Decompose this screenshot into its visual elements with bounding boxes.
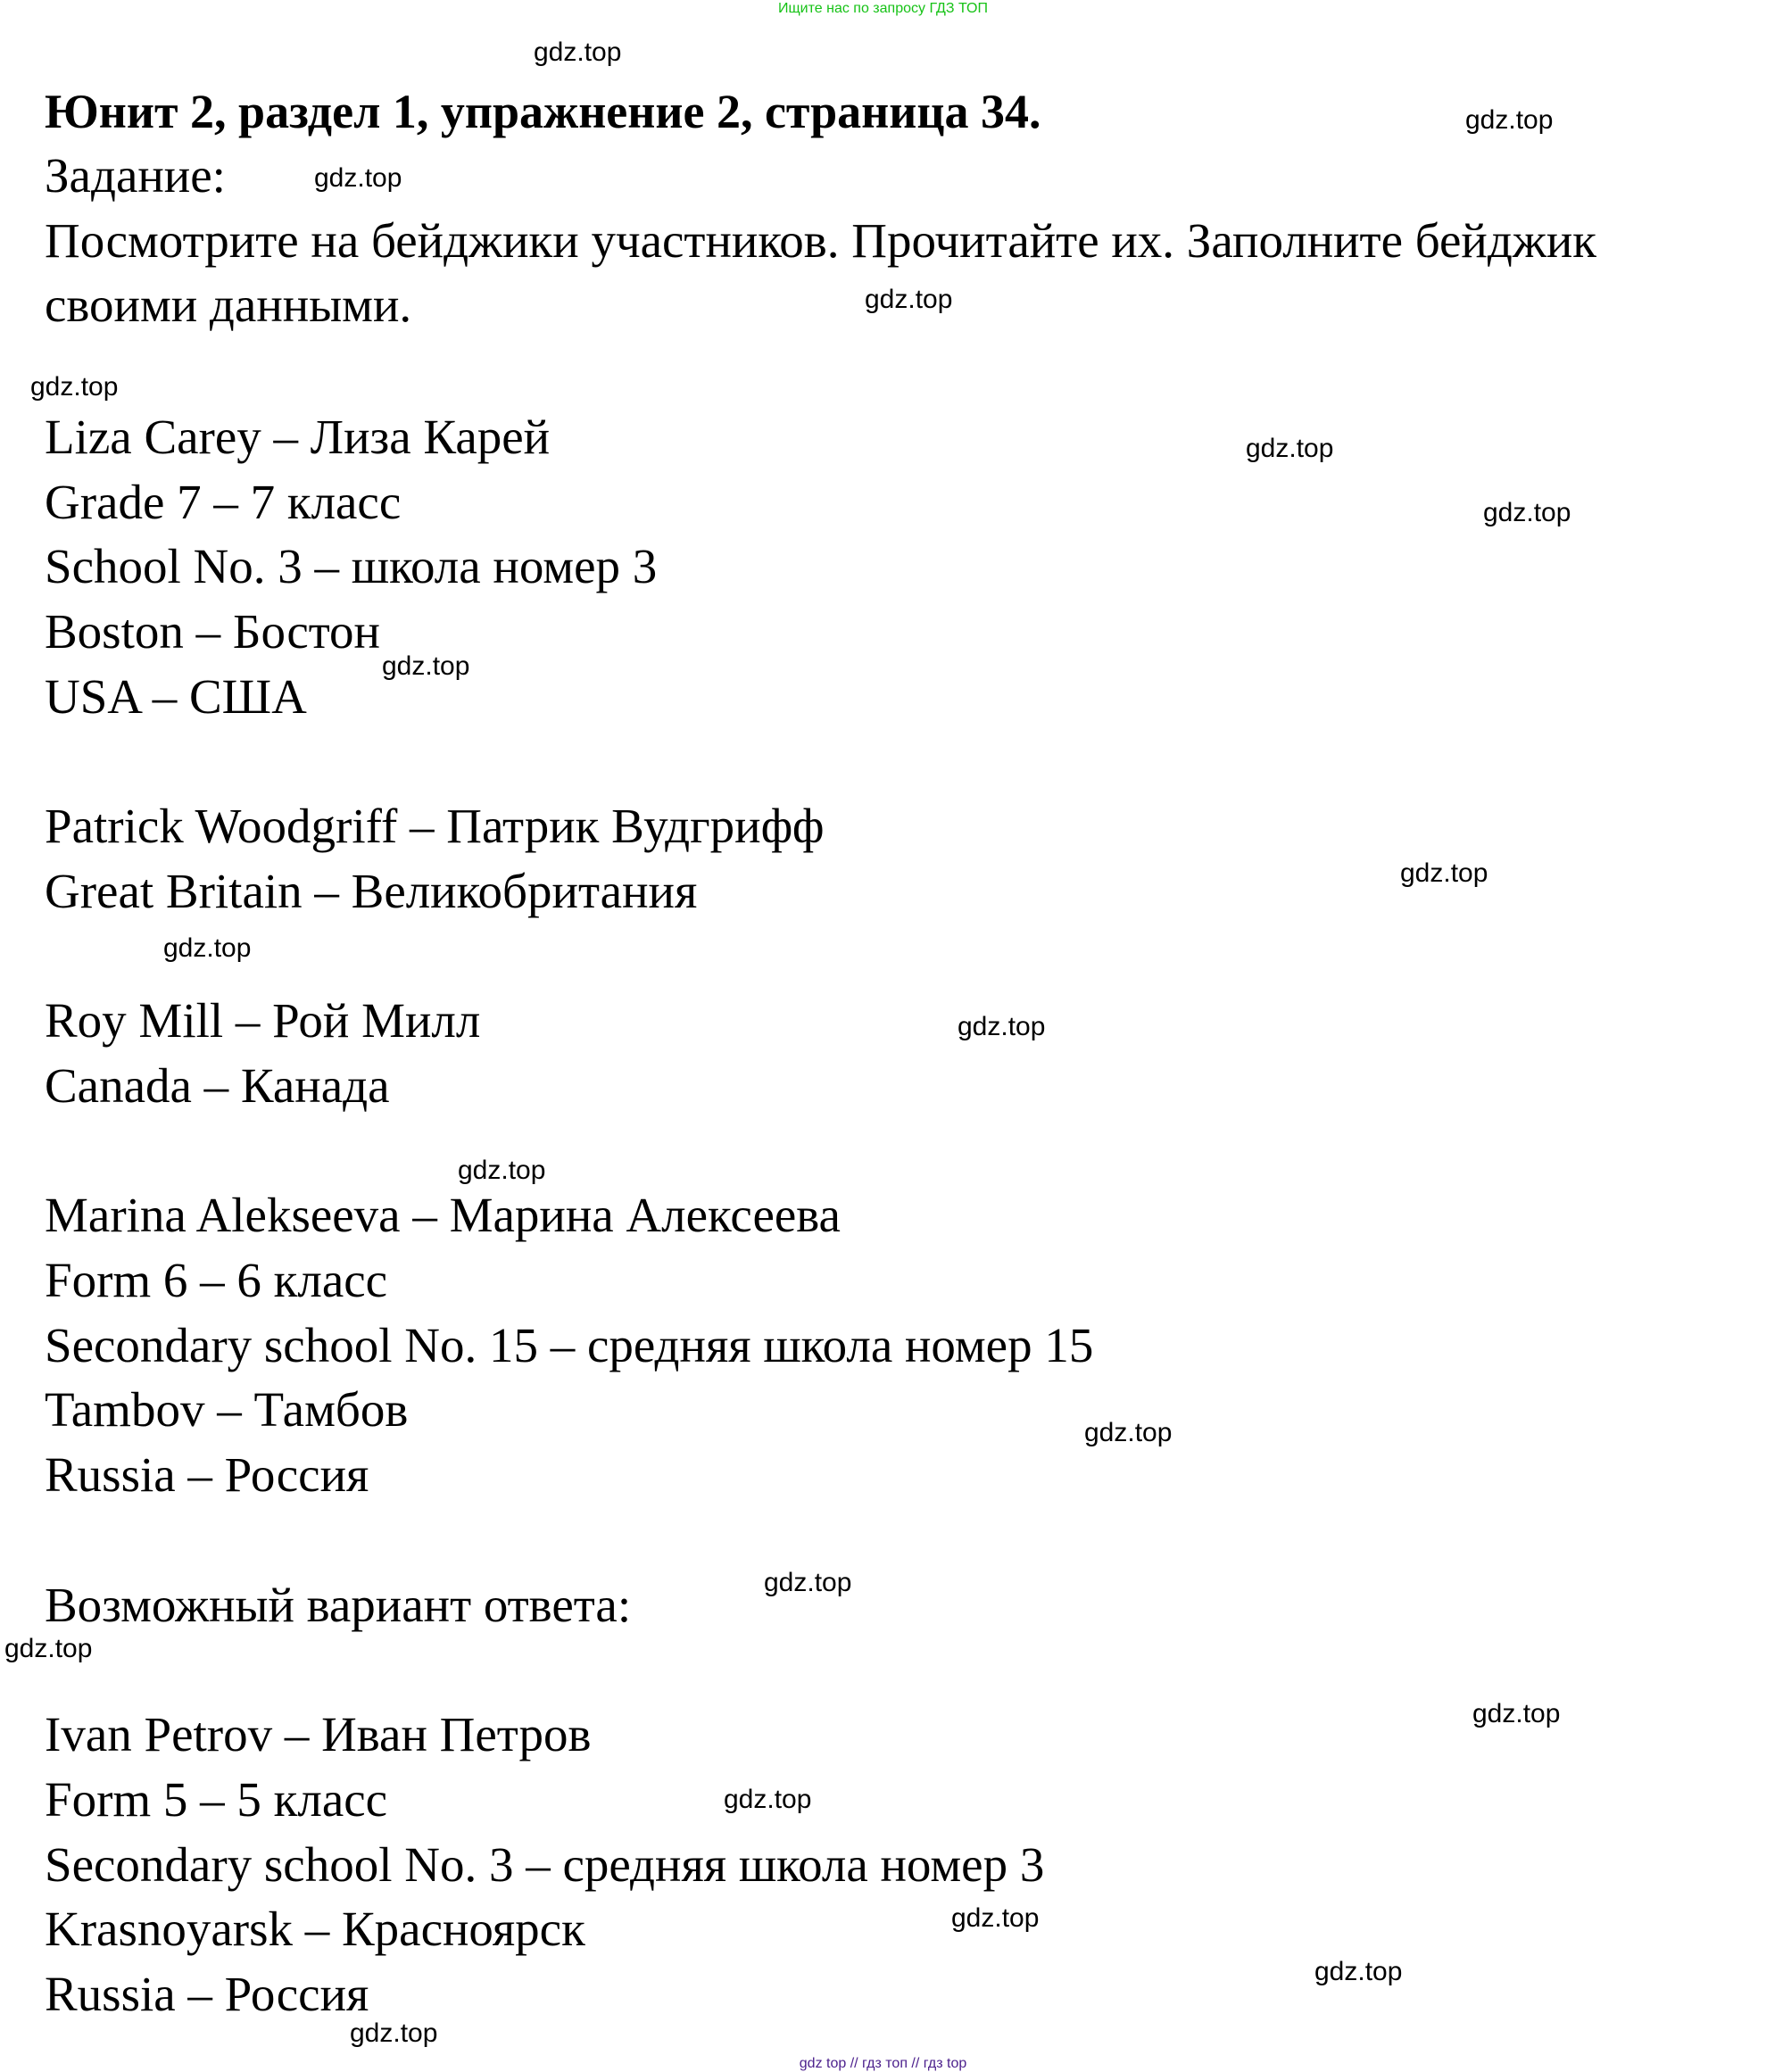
bottom-banner: gdz top // гдз топ // гдз top — [799, 2056, 967, 2071]
answer-line: Krasnoyarsk – Красноярск — [45, 1902, 585, 1956]
watermark: gdz.top — [163, 933, 252, 963]
watermark: gdz.top — [458, 1156, 546, 1185]
badge-line: Great Britain – Великобритания — [45, 864, 698, 918]
top-banner: Ищите нас по запросу ГДЗ ТОП — [778, 1, 988, 16]
task-text-line: Посмотрите на бейджики участников. Прочитайте их. Заполните бейджик — [45, 213, 1596, 268]
answer-line: Secondary school No. 3 – средняя школа номер 3 — [45, 1837, 1045, 1892]
badge-line: Roy Mill – Рой Милл — [45, 993, 481, 1048]
watermark: gdz.top — [1483, 498, 1571, 527]
answer-label: Возможный вариант ответа: — [45, 1578, 632, 1632]
watermark: gdz.top — [764, 1568, 852, 1597]
watermark: gdz.top — [1246, 434, 1334, 463]
badge-line: Secondary school No. 15 – средняя школа номер 15 — [45, 1318, 1094, 1372]
badge-line: Liza Carey – Лиза Карей — [45, 410, 551, 464]
watermark: gdz.top — [314, 163, 402, 193]
task-text-line: своими данными. — [45, 278, 412, 332]
page-title: Юнит 2, раздел 1, упражнение 2, страница 34. — [45, 85, 1041, 138]
badge-line: USA – США — [45, 669, 307, 724]
badge-line: Form 6 – 6 класс — [45, 1253, 388, 1307]
answer-line: Form 5 – 5 класс — [45, 1772, 388, 1827]
watermark: gdz.top — [1472, 1699, 1561, 1728]
watermark: gdz.top — [724, 1785, 812, 1814]
answer-line: Ivan Petrov – Иван Петров — [45, 1707, 592, 1761]
watermark: gdz.top — [958, 1012, 1046, 1041]
badge-line: Patrick Woodgriff – Патрик Вудгрифф — [45, 799, 825, 853]
answer-line: Russia – Россия — [45, 1967, 369, 2021]
watermark: gdz.top — [30, 372, 119, 402]
badge-line: School No. 3 – школа номер 3 — [45, 539, 658, 593]
watermark: gdz.top — [534, 37, 622, 67]
watermark: gdz.top — [951, 1903, 1040, 1933]
badge-line: Canada – Канада — [45, 1058, 390, 1113]
badge-line: Russia – Россия — [45, 1447, 369, 1502]
watermark: gdz.top — [1465, 105, 1554, 135]
task-label: Задание: — [45, 148, 226, 203]
watermark: gdz.top — [382, 651, 470, 681]
badge-line: Boston – Бостон — [45, 604, 380, 659]
badge-line: Tambov – Тамбов — [45, 1382, 409, 1437]
watermark: gdz.top — [1084, 1418, 1173, 1447]
badge-line: Marina Alekseeva – Марина Алексеева — [45, 1188, 841, 1242]
watermark: gdz.top — [4, 1634, 93, 1663]
watermark: gdz.top — [865, 285, 953, 314]
badge-line: Grade 7 – 7 класс — [45, 475, 402, 529]
watermark: gdz.top — [1314, 1957, 1403, 1986]
watermark: gdz.top — [1400, 858, 1488, 888]
watermark: gdz.top — [350, 2018, 438, 2048]
